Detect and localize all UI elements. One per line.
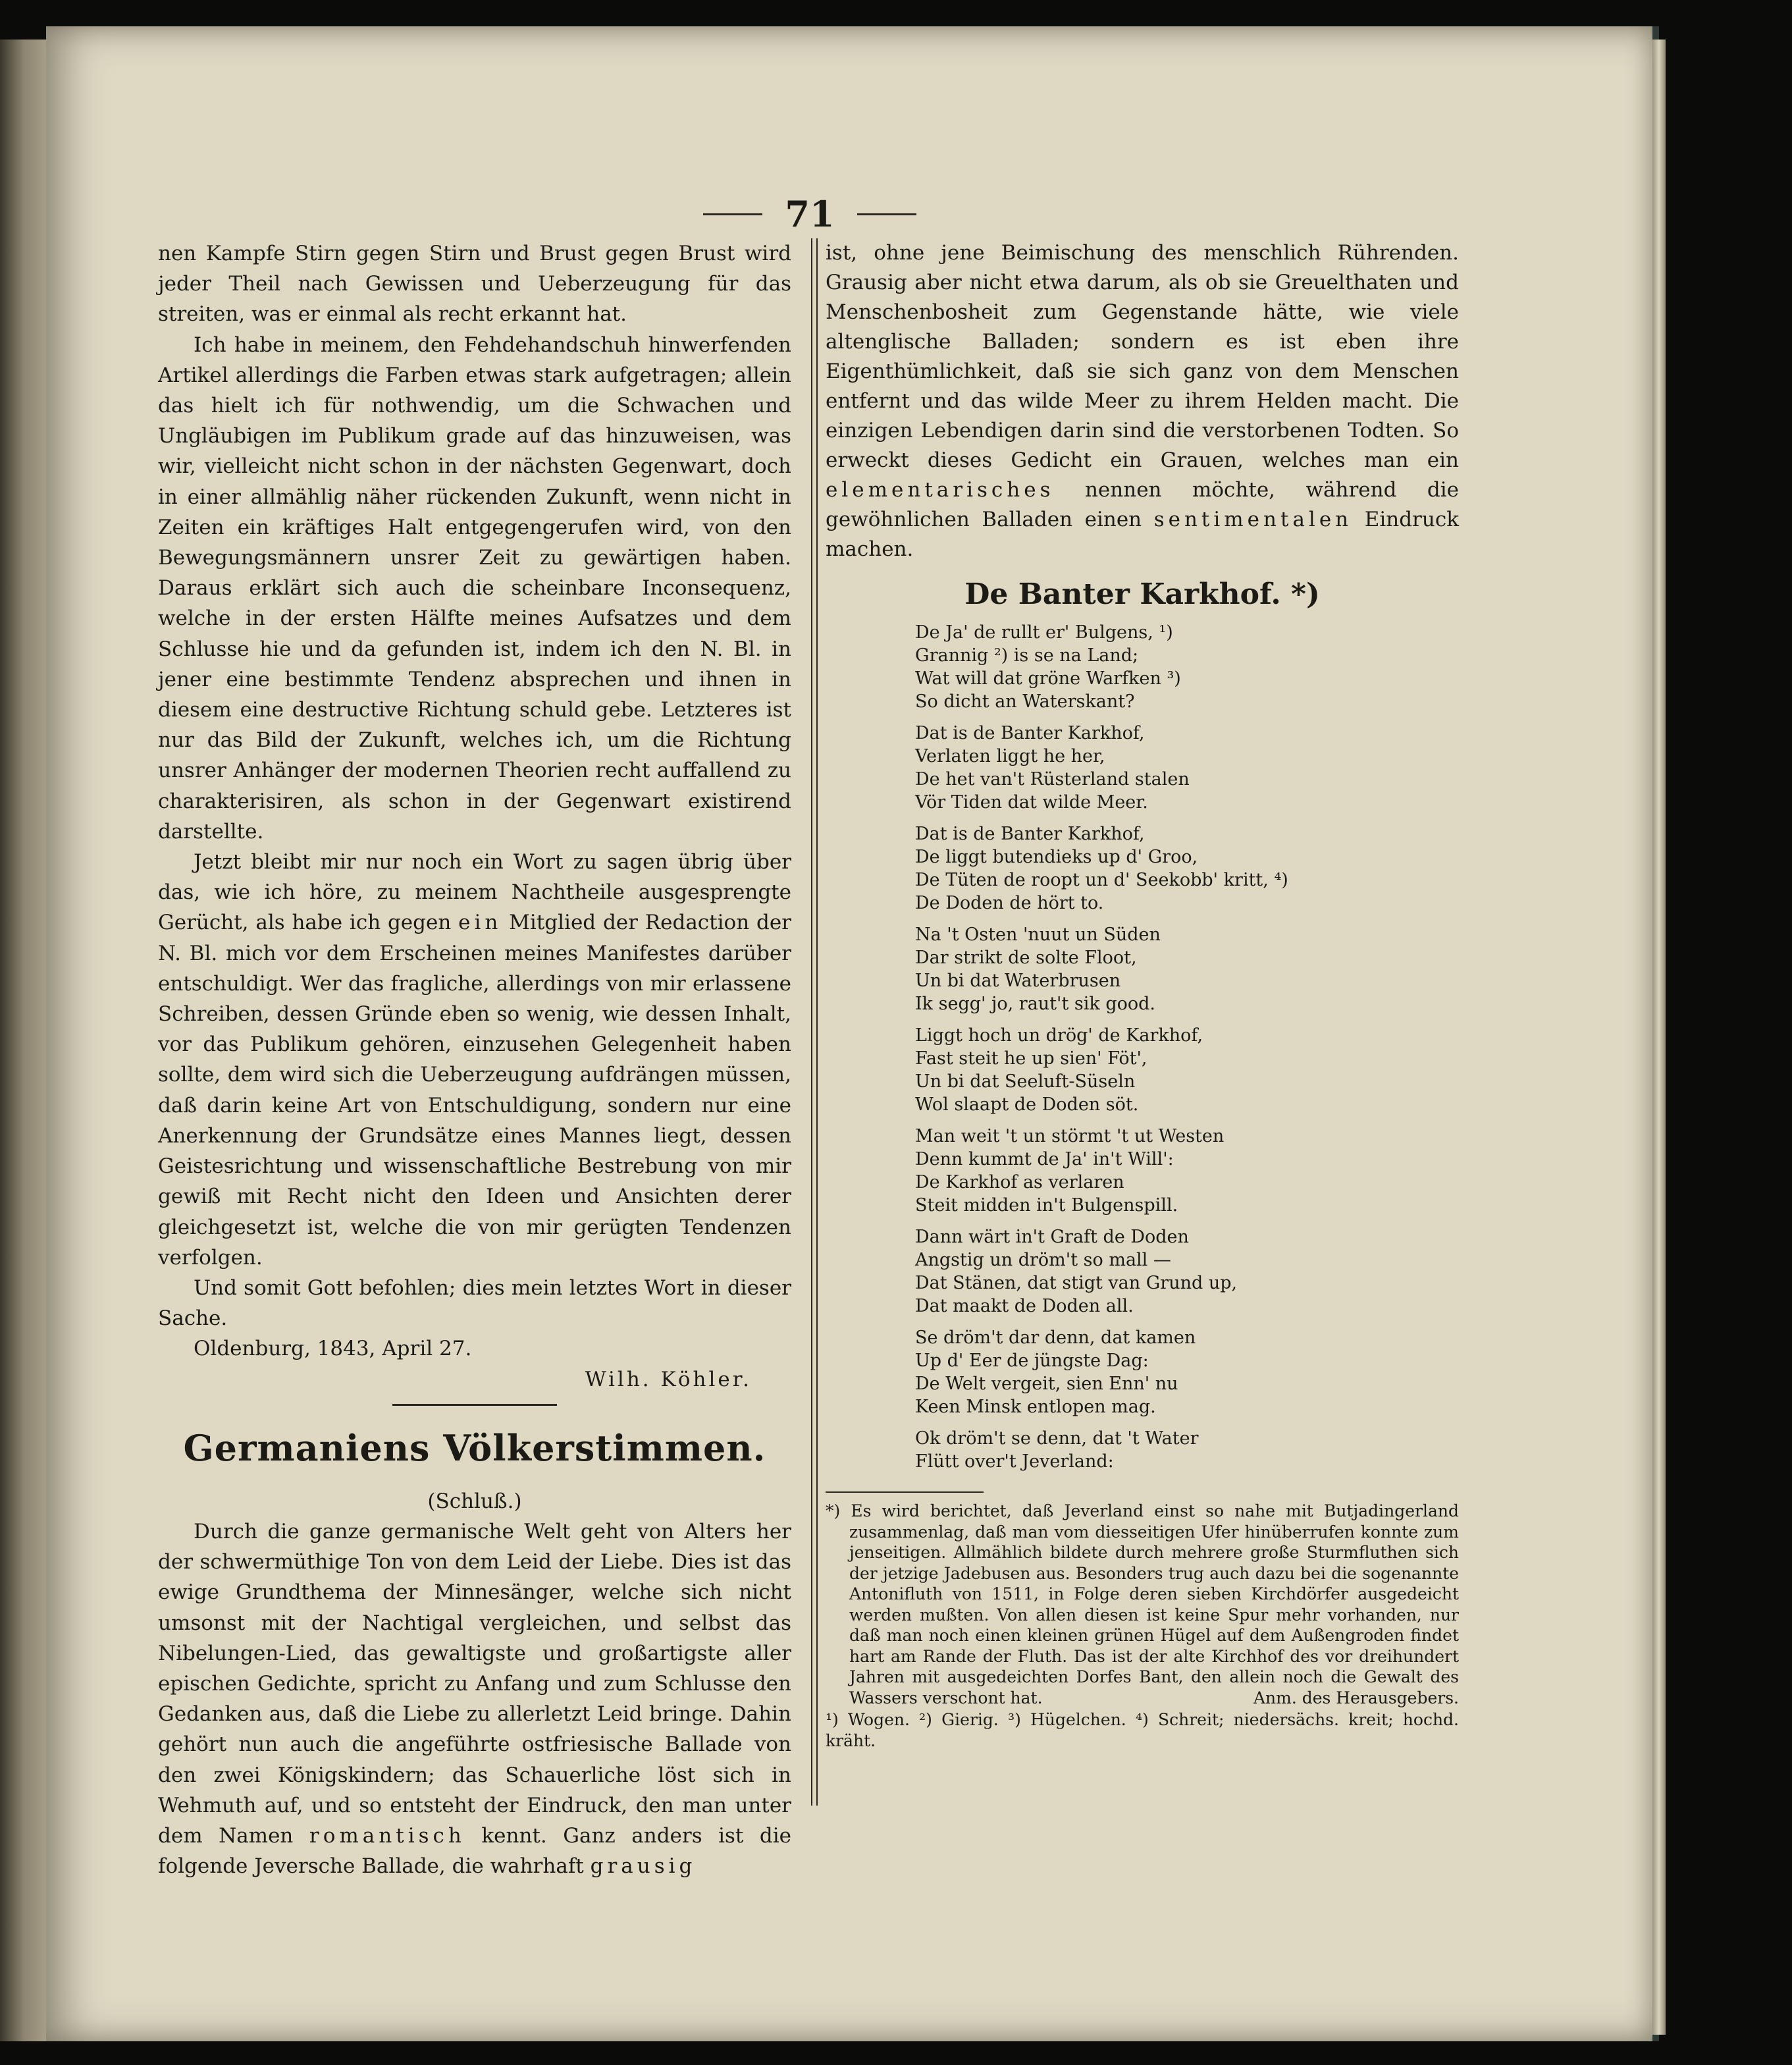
header-rule-right <box>857 213 916 215</box>
verse-line: Vör Tiden dat wilde Meer. <box>915 792 1148 813</box>
verse-line: Dann wärt in't Graft de Doden <box>915 1227 1189 1247</box>
paragraph: nen Kampfe Stirn gegen Stirn und Brust gegen Brust wird jeder Theil nach Gewissen und Ueberzeugung für das streiten, was er einmal als recht erkannt hat. <box>158 242 791 327</box>
verse-line: De het van't Rüsterland stalen <box>915 769 1190 790</box>
verse-line: Ok dröm't se denn, dat 't Water <box>915 1428 1199 1449</box>
verse-line: Man weit 't un störmt 't ut Westen <box>915 1126 1225 1146</box>
verse-line: Grannig ²) is se na Land; <box>915 645 1139 666</box>
paragraph-text: kennt. Ganz anders ist die folgende Jeversche Ballade, die wahrhaft <box>158 1823 791 1879</box>
stanza <box>915 1125 1459 1217</box>
footnote-glosses: ¹) Wogen. ²) Gierig. ³) Hügelchen. ⁴) Schreit; niedersächs. kreit; hochd. kräht. <box>826 1710 1459 1750</box>
ballad <box>826 621 1459 1473</box>
paragraph: Ich habe in meinem, den Fehdehandschuh hinwerfenden Artikel allerdings die Farben etwas stark aufgetragen; allein das hielt ich für nothwendig, um die Schwachen und Ungläubigen im Publikum grade auf das hinzuweisen, was wir, vielleicht nicht schon in der nächsten Gegenwart, doch in einer allmählig näher rückenden Zukunft, wenn nicht in Zeiten ein kräftiges Halt entgegengerufen wird, von den Bewegungsmännern unsrer Zeit zu gewärtigen haben. Daraus erklärt sich auch die scheinbare Inconsequenz, welche in der ersten Hälfte meines Aufsatzes und dem Schlusse hie und da gefunden ist, indem ich den N. Bl. in jener eine bestimmte Tendenz absprechen und ihnen in diesem eine destructive Richtung schuld gebe. Letzteres ist nur das Bild der Zukunft, welches ich, um die Richtung unsrer Anhänger der modernen Theorien recht auffallend zu charakterisiren, als schon in der Gegenwart existirend darstellte. <box>158 333 791 844</box>
verse-line: De Ja' de rullt er' Bulgens, ¹) <box>915 622 1173 643</box>
verse-line: Verlaten liggt he her, <box>915 746 1105 766</box>
paragraph <box>826 238 1459 564</box>
column-divider <box>811 238 818 1806</box>
verse-line: Fast steit he up sien' Föt', <box>915 1048 1147 1069</box>
verse-line: Dat is de Banter Karkhof, <box>915 824 1145 844</box>
verse-line: Se dröm't dar denn, dat kamen <box>915 1328 1196 1348</box>
footnotes <box>826 1501 1459 1751</box>
left-column <box>158 238 791 1881</box>
verse-line: De Welt vergeit, sien Enn' nu <box>915 1374 1178 1394</box>
verse-line: Keen Minsk entlopen mag. <box>915 1397 1156 1417</box>
section-divider <box>392 1404 557 1406</box>
verse-line: Steit midden in't Bulgenspill. <box>915 1195 1178 1216</box>
verse-line: De liggt butendieks up d' Groo, <box>915 847 1198 867</box>
verse-line: Dat maakt de Doden all. <box>915 1296 1134 1316</box>
verse-line: Denn kummt de Ja' in't Will': <box>915 1149 1174 1169</box>
page-number: 71 <box>785 193 835 235</box>
emphasized-word: romantisch <box>309 1823 465 1848</box>
verse-line: So dicht an Waterskant? <box>915 691 1135 712</box>
dateline: Oldenburg, 1843, April 27. <box>194 1337 472 1361</box>
paragraph <box>158 1516 791 1881</box>
verse-line: Dar strikt de solte Floot, <box>915 948 1137 968</box>
emphasized-word: elementarisches <box>826 478 1055 502</box>
stanza <box>915 722 1459 814</box>
verse-line: Liggt hoch un drög' de Karkhof, <box>915 1025 1203 1046</box>
stanza <box>915 1024 1459 1116</box>
page-edge <box>1652 40 1666 2035</box>
emphasized-word: grausig <box>590 1854 697 1879</box>
verse-line: Na 't Osten 'nuut un Süden <box>915 925 1161 945</box>
stanza <box>915 1225 1459 1318</box>
verse-line: Dat Stänen, dat stigt van Grund up, <box>915 1273 1238 1293</box>
emphasized-word: ein <box>458 911 502 935</box>
verse-line: Dat is de Banter Karkhof, <box>915 723 1145 743</box>
verse-line: De Doden de hört to. <box>915 893 1104 913</box>
signature: Wilh. Köhler. <box>585 1367 752 1391</box>
paragraph-text: Jetzt bleibt mir nur noch ein Wort zu sagen übrig über das, wie ich höre, zu meinem Nachtheile ausgesprengte Gerücht, als habe ich gegen <box>158 850 791 935</box>
stanza <box>915 1427 1459 1473</box>
footnote <box>826 1501 1459 1708</box>
right-column <box>826 238 1459 1751</box>
paragraph <box>158 847 791 1273</box>
verse-line: De Tüten de roopt un d' Seekobb' kritt, ⁴) <box>915 870 1288 890</box>
verse-line: Wat will dat gröne Warfken ³) <box>915 668 1181 689</box>
verse-line: Un bi dat Seeluft-Süseln <box>915 1071 1136 1092</box>
verse-line: Ik segg' jo, raut't sik good. <box>915 994 1156 1014</box>
ballad-title: De Banter Karkhof. *) <box>964 577 1320 611</box>
paragraph-text: Durch die ganze germanische Welt geht von Alters her der schwermüthige Ton von dem Leid der Liebe. Dies ist das ewige Grundthema der Minnesänger, welche sich nicht umsonst mit der Nachtigal vergleichen, und selbst das Nibelungen-Lied, das gewaltigste und großartigste aller epischen Gedichte, spricht zu Anfang und zum Schlusse den Gedanken aus, daß die Liebe zu allerletzt Leid bringe. Dahin gehört nun auch die angeführte ostfriesische Ballade von den zwei Königskindern; das Schauerliche löst sich in Wehmuth auf, und so entsteht der Eindruck, den man unter dem Namen <box>158 1519 791 1848</box>
page-header <box>691 191 928 237</box>
paragraph: Und somit Gott befohlen; dies mein letztes Wort in dieser Sache. <box>158 1275 791 1331</box>
emphasized-word: sentimentalen <box>1153 508 1353 531</box>
footnote-rule <box>826 1491 984 1493</box>
footnote-text: *) Es wird berichtet, daß Jeverland einst so nahe mit Butjadingerland zusammenlag, daß man vom diesseitigen Ufer hinüberrufen konnte zum jenseitigen. Allmählich bildete durch mehrere große Sturmfluthen sich der jetzige Jadebusen aus. Besonders trug auch dazu bei die sogenannte Antonifluth von 1511, in Folge deren sieben Kirchdörfer ausgedeicht werden mußten. Von allen diesen ist keine Spur mehr vorhanden, nur daß man noch einen kleinen grünen Hügel auf dem Außengroden findet hart am Rande der Fluth. Das ist der alte Kirchhof des vor dreihundert Jahren mit ausgedeichten Dorfes Bant, den allein noch die Gewalt des Wassers verschont hat. <box>826 1501 1459 1707</box>
verse-line: Angstig un dröm't so mall — <box>915 1250 1171 1270</box>
paragraph-text: ist, ohne jene Beimischung des menschlich Rührenden. Grausig aber nicht etwa darum, als ob sie Greuelthaten und Menschenbosheit zum Gegenstande hätte, wie viele altenglische Balladen; sondern es ist eben ihre Eigenthümlichkeit, daß sie sich ganz von dem Menschen entfernt und das wilde Meer zu ihrem Helden macht. Die einzigen Lebendigen darin sind die verstorbenen Todten. So erweckt dieses Gedicht ein Grauen, welches man ein <box>826 241 1459 472</box>
header-rule-left <box>703 213 762 215</box>
verse-line: Wol slaapt de Doden söt. <box>915 1094 1139 1115</box>
stanza <box>915 923 1459 1015</box>
paragraph-text: Mitglied der Redaction der N. Bl. mich vor dem Erscheinen meines Manifestes darüber entschuldigt. Wer das fragliche, allerdings von mir erlassene Schreiben, dessen Gründe eben so wenig, wie dessen Inhalt, vor das Publikum gehören, einzusehen Gelegenheit haben sollte, dem wird sich die Ueberzeugung aufdrängen müssen, daß darin keine Art von Entschuldigung, sondern nur eine Anerkennung der Grundsätze eines Mannes liegt, dessen Geistesrichtung und wissenschaftliche Bestrebung von mir gewiß mit Recht nicht den Ideen und Ansichten derer gleichgesetzt ist, welche die von mir gerügten Tendenzen verfolgen. <box>158 911 791 1270</box>
stanza <box>915 621 1459 713</box>
paragraph-text: Eindruck machen. <box>826 508 1459 561</box>
verse-line: Un bi dat Waterbrusen <box>915 971 1121 991</box>
verse-line: De Karkhof as verlaren <box>915 1172 1124 1193</box>
paragraph-text: nennen möchte, während die gewöhnlichen Balladen einen <box>826 478 1459 531</box>
verse-line: Up d' Eer de jüngste Dag: <box>915 1351 1149 1371</box>
verse-line: Flütt over't Jeverland: <box>915 1451 1114 1472</box>
stanza <box>915 822 1459 915</box>
section-subtitle: (Schluß.) <box>427 1489 522 1513</box>
section-title: Germaniens Völkerstimmen. <box>183 1426 766 1469</box>
footnote-credit: Anm. des Herausgebers. <box>1253 1688 1459 1707</box>
stanza <box>915 1326 1459 1418</box>
